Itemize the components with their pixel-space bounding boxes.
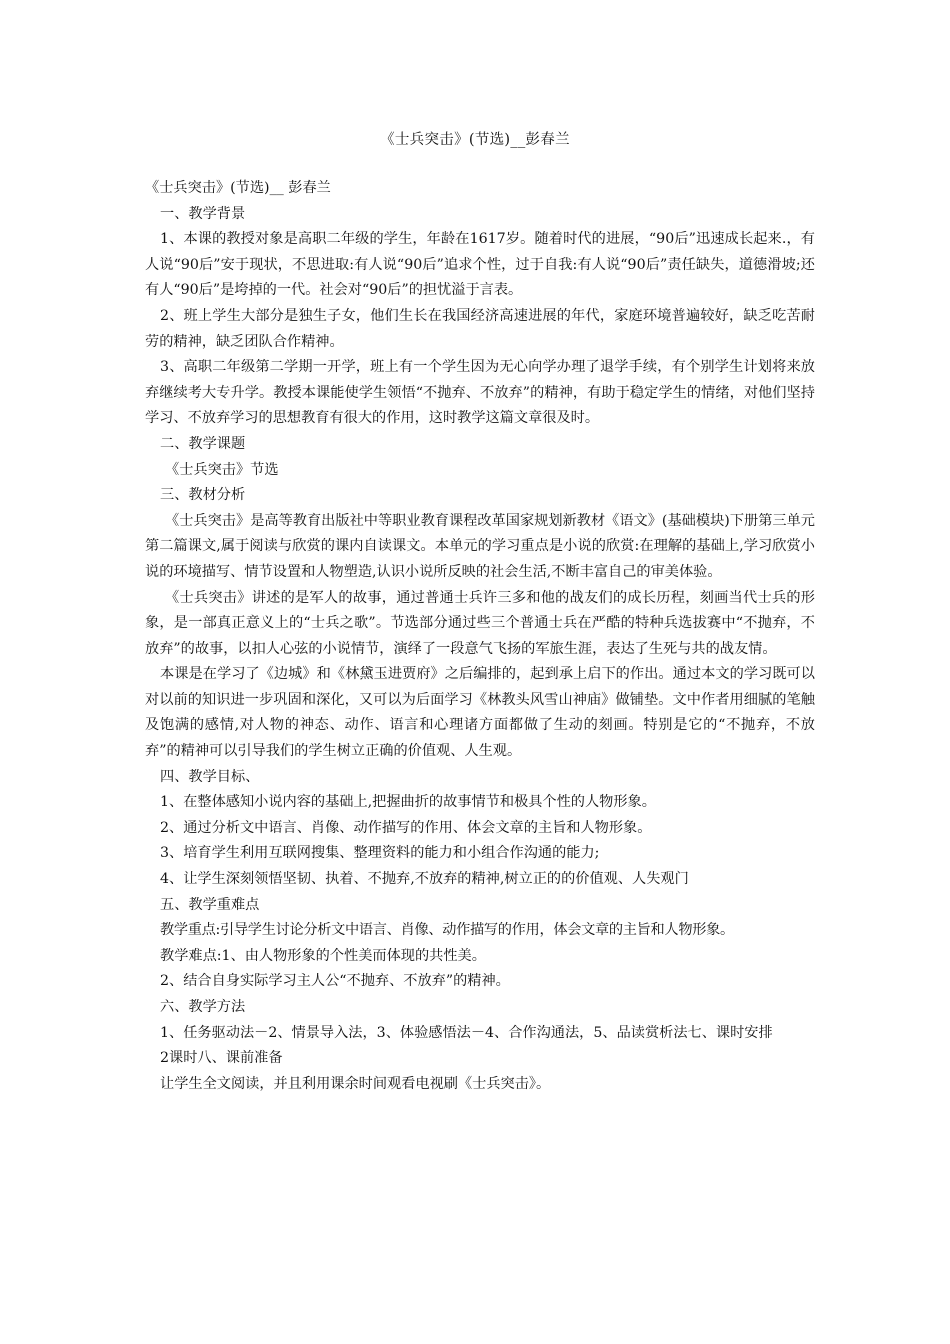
goal-item-1: 1、在整体感知小说内容的基础上,把握曲折的故事情节和极具个性的人物形象。 [160, 794, 656, 811]
document-title: 《士兵突击》(节选)__彭春兰 [380, 132, 570, 148]
section-heading-methods: 六、教学方法 [160, 999, 246, 1015]
topic-text: 《士兵突击》节选 [165, 461, 279, 478]
methods-list: 1、任务驱动法－2、情景导入法，3、体验感悟法－4、合作沟通法，5、品读赏析法七、课时安排 [160, 1024, 773, 1041]
keypoint-difficulty-2: 2、结合自身实际学习主人公“不抛弃、不放弃”的精神。 [160, 973, 510, 990]
prep-text: 让学生全文阅读，并且利用课余时间观看电视刷《士兵突击》。 [160, 1075, 551, 1092]
background-paragraph-1: 1、本课的教授对象是高职二年级的学生，年龄在1617岁。随着时代的进展，“90后”迅速成长起来.，有人说“90后”安于现状，不思进取:有人说“90后”追求个性，过于自我:有人说“90后”责任缺失，道德滑坡;还有人“90后”是垮掉的一代。社会对“90后”的担忧溢于言表。 [145, 231, 815, 299]
keypoint-difficulty: 教学难点:1、由人物形象的个性美而体现的共性美。 [160, 947, 486, 964]
goal-item-2: 2、通过分析文中语言、肖像、动作描写的作用、体会文章的主旨和人物形象。 [160, 819, 652, 836]
goal-item-4: 4、让学生深刻领悟坚韧、执着、不抛弃,不放弃的精神,树立正的的价值观、人失观门 [160, 871, 689, 888]
section-heading-topic: 二、教学课题 [160, 435, 246, 452]
class-hours-prep: 2课时八、课前准备 [160, 1050, 283, 1067]
section-heading-background: 一、教学背景 [160, 205, 246, 222]
section-heading-keypoints: 五、教学重难点 [160, 896, 260, 913]
analysis-paragraph-3: 本课是在学习了《边城》和《林黛玉进贾府》之后编排的，起到承上启下的作出。通过本文的学习既可以对以前的知识进一步巩固和深化，又可以为后面学习《林教头风雪山神庙》做铺垫。文中作者用细腻的笔触及饱满的感情,对人物的神态、动作、语言和心理诸方面都做了生动的刻画。特别是它的“不抛弃，不放弃”的精神可以引导我们的学生树立正确的价值观、人生观。 [145, 666, 815, 760]
section-heading-analysis: 三、教材分析 [160, 487, 246, 504]
background-paragraph-3: 3、高职二年级第二学期一开学，班上有一个学生因为无心向学办理了退学手续，有个别学生计划将来放弃继续考大专升学。教授本课能使学生领悟“不抛弃、不放弃”的精神，有助于稳定学生的情绪，对他们坚持学习、不放弃学习的思想教育有很大的作用，这时教学这篇文章很及时。 [145, 359, 815, 427]
goal-item-3: 3、培育学生利用互联网搜集、整理资料的能力和小组合作沟通的能力; [160, 845, 600, 862]
analysis-paragraph-1: 《士兵突击》是高等教育出版社中等职业教育课程改革国家规划新教材《语文》(基础模块)下册第三单元第二篇课文,属于阅读与欣赏的课内自读课文。本单元的学习重点是小说的欣赏:在理解的基础上,学习欣赏小说的环境描写、情节设置和人物塑造,认识小说所反映的社会生活,不断丰富自己的审美体验。 [145, 512, 815, 580]
analysis-paragraph-2: 《士兵突击》讲述的是军人的故事，通过普通士兵许三多和他的战友们的成长历程，刻画当代士兵的形象，是一部真正意义上的“士兵之歌”。节选部分通过些三个普通士兵在严酷的特种兵选拔赛中“不抛弃，不放弃”的故事，以扣人心弦的小说情节，演绎了一段意气飞扬的军旅生涯，表达了生死与共的战友情。 [145, 589, 815, 657]
subtitle-line: 《士兵突击》(节选)__ 彭春兰 [145, 180, 331, 196]
section-heading-goals: 四、教学目标、 [160, 768, 260, 785]
background-paragraph-2: 2、班上学生大部分是独生子女，他们生长在我国经济高速进展的年代，家庭环境普遍较好，缺乏吃苦耐劳的精神，缺乏团队合作精神。 [145, 307, 815, 350]
document-body [145, 176, 815, 1097]
keypoint-focus: 教学重点:引导学生讨论分析文中语言、肖像、动作描写的作用，体会文章的主旨和人物形象。 [160, 922, 734, 939]
